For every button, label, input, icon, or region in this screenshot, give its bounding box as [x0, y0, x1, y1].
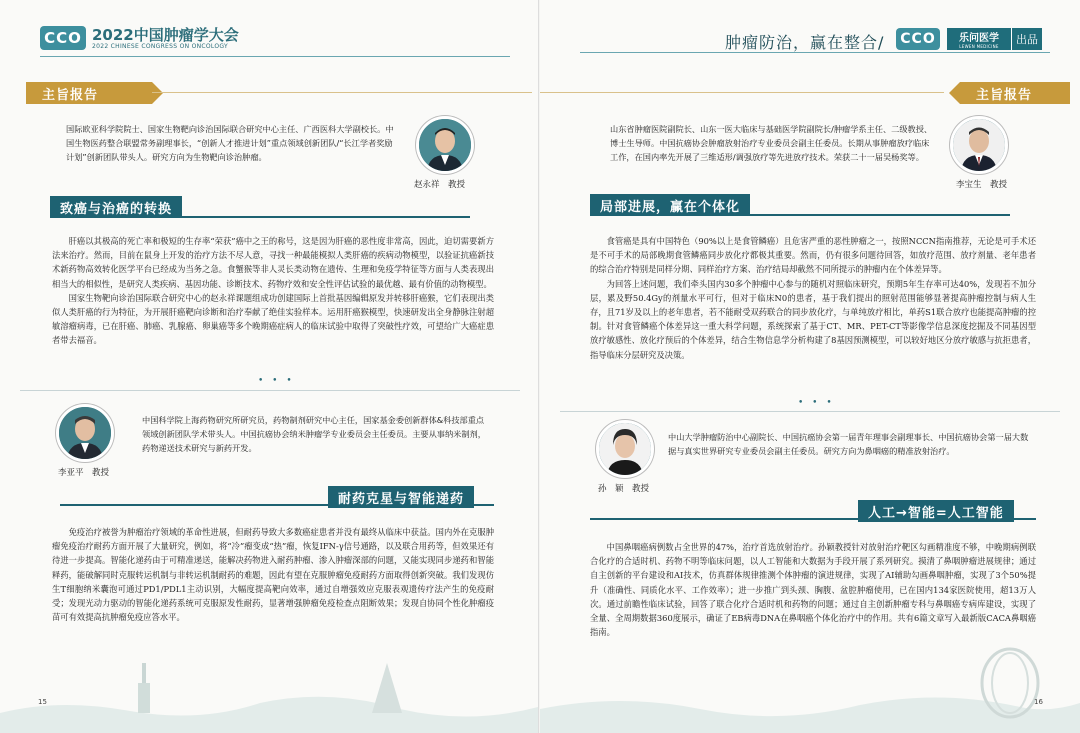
divider-line — [20, 390, 520, 391]
header-title: 2022中国肿瘤学大会 — [92, 26, 239, 44]
speaker-bio: 山东省肿瘤医院副院长、山东一医大临床与基础医学院副院长/肿瘤学系主任、二级教授、博士生导师。中国抗癌协会肿瘤放射治疗专业委员会副主任委员。长期从事肿瘤放疗临床工作，在国内率先开展了三维适形/调强放疗等先进放疗技术。荣获二十一届吴杨奖等。 — [610, 124, 933, 162]
skyline-illustration — [540, 643, 1080, 733]
speaker-portrait — [56, 404, 114, 462]
body-paragraph: 国家生物靶向诊治国际联合研究中心的赵永祥课题组成功创建国际上首批基因编辑原发并转移肝癌猴，它们表现出类似人类肝癌的行为特征，为开展肝癌靶向诊断和治疗奉献了绝佳实验样本。运用肝癌猴模型，快速研发出全身静脉注射超敏溶瘤病毒，已在肝癌、肺癌、乳腺癌、卵巢癌等多个晚期癌症病人的临床试验中取得了突破性疗效，可望给广大癌症患者带去福音。 — [52, 292, 494, 346]
section-divider: • • • — [798, 398, 835, 408]
speaker-body — [590, 540, 1036, 639]
body-paragraph: 肝癌以其极高的死亡率和极短的生存率“荣获”癌中之王的称号，这是因为肝癌的恶性度非常高，因此，迫切需要新方法来治疗。然而，目前在鼠身上开发的治疗方法不尽人意，寻找一种最能模拟人类肝癌的疾病动物模型，以验证抗癌新技术新药物高效转化医学平台已经成为当务之急。食蟹猴等非人灵长类动物在遗传、生理和免疫学特征等方面与人类表现出相当大的相似性，是研究人类疾病、基因功能、诊断技术、药物疗效和安全性评估试验的最优越、最有价值的动物模型。 — [52, 236, 494, 289]
section-tag — [26, 82, 152, 104]
section-divider: • • • — [258, 376, 295, 386]
speaker-bio: 中山大学肿瘤防治中心副院长、中国抗癌协会第一届青年理事会副理事长、中国抗癌协会第一届大数据与真实世界研究专业委员会副主任委员。研究方向为鼻咽癌的精准放射治疗。 — [668, 432, 1029, 456]
speaker-body — [52, 525, 494, 624]
skyline-illustration — [0, 643, 538, 733]
cco-logo: CCO — [40, 26, 86, 50]
left-page — [0, 0, 539, 733]
topic-tag — [50, 196, 182, 218]
speaker-bio: 国际欧亚科学院院士、国家生物靶向诊治国际联合研究中心主任、广西医科大学副校长。中国生物医药整合联盟常务副理事长，“创新人才推进计划”重点领域创新团队/“长江学者奖励计划”创新团队带头人。研究方向为生物靶向诊治肿瘤。 — [66, 124, 394, 162]
body-paragraph: 中国鼻咽癌病例数占全世界的47%，治疗首选放射治疗。孙颖教授针对放射治疗靶区勾画精准度不够，中晚期病例联合化疗的合适时机、药物不明等临床问题，以人工智能和大数据为手段开展了系列研究。摸清了鼻咽肿瘤进展规律；通过自主创新的平台建设和AI技术，仿真群体规律推测个体肿瘤的演进规律，实现了AI辅助勾画鼻咽肿瘤，实现了3个50%提升（准确性、同质化水平、工作效率）；进一步推广到头颈、胸腹、盆腔肿瘤使用，已在国内134家医院使用，超13万人次。通过前瞻性临床试验，回答了联合化疗合适时机和药物的问题；通过自主创新肿瘤专科与鼻咽癌专病库建设，实现了全量、全周期数据360度展示，确证了EB病毒DNA在鼻咽癌个体化治疗中的作用。共有6篇文章写入最新版CACA鼻咽癌指南。 — [590, 542, 1036, 638]
section-tag-label: 主旨报告 — [42, 87, 99, 103]
tag-rule — [152, 92, 532, 93]
cco-logo: CCO — [896, 28, 940, 50]
speaker-portrait — [416, 116, 474, 174]
right-page — [540, 0, 1080, 733]
speaker-name: 李宝生 教授 — [956, 180, 1008, 190]
topic-label: 耐药克星与智能递药 — [338, 491, 465, 507]
brand-logo — [947, 28, 1011, 50]
header-subtitle: 2022 CHINESE CONGRESS ON ONCOLOGY — [92, 43, 228, 50]
header-slogan: 肿瘤防治，赢在整合/ — [725, 33, 885, 52]
topic-label: 人工→智能=人工智能 — [868, 505, 1004, 521]
speaker-name: 赵永祥 教授 — [414, 180, 466, 190]
body-paragraph: 为回答上述问题，我们牵头国内30多个肿瘤中心参与的随机对照临床研究，预期5年生存率可达40%，发现若不加分层，累及野50.4Gy的剂量水平可行，但对于临床N0的患者，基于我们提出的照射范围能够显著提高肿瘤控制与病人生存，且71岁及以上的老年患者，若不能耐受双药联合的同步放化疗，与单纯放疗相比，单药S1联合放疗也能提高肿瘤的控制。针对食管鳞癌个体差异这一重大科学问题，系统探索了基于CT、MR、PET-CT等影像学信息深度挖掘及不同基因型放疗敏感性、放化疗预后的个体差异，结合生物信息学分析构建了8基因预测模型，可以较好地区分放疗敏感与抗拒患者，指导临床分层研究及决策。 — [590, 278, 1036, 360]
topic-rule — [590, 214, 1010, 216]
body-paragraph: 食管癌是具有中国特色（90%以上是食管鳞癌）且危害严重的恶性肿瘤之一，按照NCCN指南推荐，无论是可手术还是不可手术的局部晚期食管鳞癌同步放化疗都极其重要。然而，仍有很多问题待回答，如放疗范围、放疗剂量、老年患者的综合治疗特别是同样分期、同样治疗方案、治疗结局却截然不同所提示的肿瘤内在个体差异等。 — [590, 236, 1036, 275]
speaker-body — [590, 234, 1036, 362]
brand-subtitle: LEWEN MEDICINE — [959, 44, 999, 49]
brand-produced: 出品 — [1012, 28, 1042, 50]
tag-arrow — [152, 82, 163, 104]
topic-tag — [590, 194, 750, 216]
speaker-name: 李亚平 教授 — [58, 468, 110, 478]
topic-label: 局部进展，赢在个体化 — [600, 199, 741, 215]
speaker-bio: 中国科学院上海药物研究所研究员，药物制剂研究中心主任，国家基金委创新群体&科技部重点领域创新团队学术带头人。中国抗癌协会纳米肿瘤学专业委员会主任委员。主要从事纳米制剂，药物递送技术研究与新药开发。 — [142, 415, 486, 453]
divider-line — [560, 411, 1060, 412]
page-number: 15 — [38, 698, 47, 706]
speaker-portrait — [596, 420, 654, 478]
brand-name: 乐问医学 — [959, 33, 999, 44]
topic-tag — [858, 500, 1014, 522]
body-paragraph: 免疫治疗被誉为肿瘤治疗领域的革命性进展，但耐药导致大多数癌症患者并没有最终从临床中获益。国内外在克服肿瘤免疫治疗耐药方面开展了大量研究，例如，将“冷”瘤变成“热”瘤，恢复IFN-γ信号通路，以及联合用药等，但效果还有待进一步提高。智能化递药由于可精准递送，能解决药物进入耐药肿瘤、渗入肿瘤深部的问题，又能实现同步递药和智能释药，能破解同时克服转运机制与非转运机制耐药的难题，因此有望在克服肿瘤免疫耐药方面取得创新突破。我们发现仿生T细胞纳米囊泡可通过PD1/PDL1主动识别，大幅度提高靶向效率，通过自增强效应克服表观遗传疗法产生的免疫耐受；发现光动力驱动的智能化递药系统可克服原发性耐药，显著增强肿瘤免疫检查点阻断效果；发现自协同个性化肿瘤疫苗可有效提高抗肿瘤免疫应答水平。 — [52, 527, 494, 623]
speaker-portrait — [950, 116, 1008, 174]
tag-rule — [540, 92, 944, 93]
page-number: 16 — [1034, 698, 1043, 706]
header-rule — [40, 56, 510, 57]
speaker-name: 孙 颖 教授 — [598, 484, 650, 494]
speaker-body — [52, 234, 494, 348]
topic-rule — [50, 216, 470, 218]
topic-tag — [328, 486, 474, 508]
topic-label: 致癌与治癌的转换 — [60, 201, 173, 217]
section-tag — [960, 82, 1070, 104]
section-tag-label: 主旨报告 — [976, 87, 1033, 103]
tag-arrow — [949, 82, 960, 104]
